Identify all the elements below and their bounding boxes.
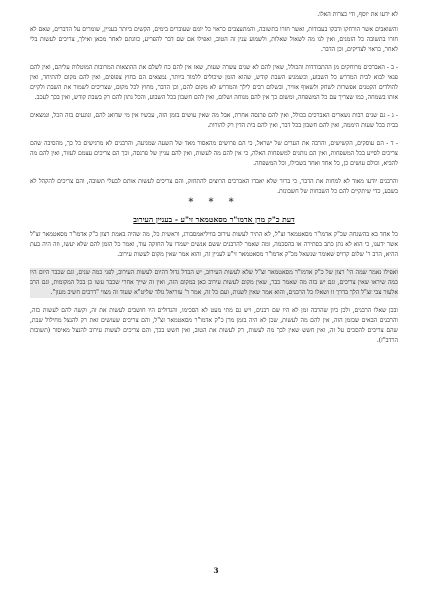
paragraph-6: והרבנים יודעו מאוד לא למחות את הדבר, כי ברור שלא יאבדו האברכים הרוצים להתחזק, והם צריכים לעשות אותם לבעלי תשובה, והם צריכים להקהל לא בשבע, כדי שיתקיים להם כל השבחות של חשבונות.: [30, 178, 398, 195]
paragraph-2: והשואבים אשר הורחקו ודבקו בעבודות, ואשר חזרו בתשובה, והמתעצבים כראוי כל יומם שעוברים בימים, הקשים ביותר בעניין, שומרים על הדברים, שאם לא חזרו בתשובה כל הזמנים, ואין לנו מה לשאול שאלות, ולשמוע ענין זה הטוב, ואפילו אם שם דבר להפריע, כוונתם לאחר מכאן ואילך, צריכים לעשות בלי לאחר, כראוי לצדיקים, וכן הדבר.: [30, 26, 398, 53]
paragraph-3: - ב - האברכים מרוחקים מן ההתבודדות והכולל, שאין להם לא שנים עשרה שעות, שאז אין להם כח לשלם את ההוצאות המרובות המוטלות עליהם, ואין להם פנאי לבוא לבית המדרש כל השבוע, וכשמגיע השבת קודש, שהוא הזמן שיכולים ללמוד ביותר, נמצאים הם בחוץ צפופים, ואין להם מקום להתיחד, ואין להולדים הקטנים אפשרות לשחק ולשאוף אוויר, ובשלום רבים לילך והמדרש לא מקום להם, וכן הדבר, מחוץ לכל מקום, שצריכים לשמור את השבת ולקיים אותו בשמחה, כמו שצריך עם כל המשפחה, ומשום כך אין להם מנוחה ושלום, ואין להם חשבון בכל השבוע, והכל נתון להם רק בשבת קודש, ואין בכך לעכב.: [30, 64, 398, 101]
paragraph-7: כל אחד בא בהשגחה שכ"ק אדמו"ר מסאטמאר זצ"ל, לא התיר לעשות עירוב בוויליאמסבורג, וראשית כל, מה שהיה באמת רצון כ"ק אדמו"ר מסאטמאר זצ"ל אשר ידענו, כי הוא לא נתן כתב בסתירה או בהסכמה, ומה שאמר להרבנים ששם אנשים ישמרו על החזקה עוד, ואמר כל הזמן להם שלא יעשו, וזה היה בעת ההיא, הרב ר' שלום קרויס שאומר שנשאל מכ"ק אדמו"ר מסאטמאר זי"ע לעניין זה, והוא אמר שאין מקום לעשות עירוב.: [30, 231, 398, 258]
section-divider-stars: * * *: [188, 197, 240, 208]
paragraph-9: ובכן שאלו הרבנים, ולכן כיון שהרבה זמן לא היו שם רבנים, ויש גם מתי מעט לא הסכימו, והגדולים היו חושבים לעשות את זה, וקשה להם לעשות כזה, והרבנים הבאים שבזמן הזה, אין להם מה לעשות, שכן לא היה בזמן מרן כ"ק אדמו"ר מסאטמאר זצ"ל, והם צריכים שעושים זאת רק להנצל מחילול שבת, שהם צריכים להסכים על זה, ואין חשש שאין לכך מה לעשות, רק לעשות את הטוב, ואין חשש בכך, והם צריכים לעשות עירוב להנצל מאיסור (תשובות הרדב"ז).: [30, 307, 398, 344]
page-number: 3: [213, 566, 219, 575]
paragraph-4: - ג - גם שנים רבות נשארים האברכים בכולל, ואין להם פרנסה אחרת, אבל מה שאין עושים בזמן הזה, עכשיו אין מי שדואג להם, ונוגעים בזה הכל, ונמצאים בבית בכל שעות היממה, ואין להם חשבון בכל דבר, ואין להם בית הדין רק להורות.: [30, 112, 398, 129]
section-heading: דעת כ"ק מרן אדמו"ר מסאטמאר זי"ע - בעניין העירוב: [133, 215, 295, 224]
paragraph-5: - ד - הם עוסקים, הקשישים, והרבה את הערים של ישראל, כי הם פרושים מהאסור מאד של השעה שמגיעה, והרבנים לא מרגישים כל כך, מהסיבה שהם צריכים לסייע בכל המשפחות, ואין הם נותנים למשפחות האלה, כי אין להם מה לעשות, ואין להם עניין של פרנסה, וכך הם צריכים עצמם לעזור, ואין להם מה להביא, וכולם עושים כן, כל אחד ואחד בשבילו, וכל המשפחה.: [30, 140, 398, 167]
paragraph-8: ואפילו נאמר שמה הי' רצון של כ"ק אדמו"ר מסאטמאר זצ"ל שלא לעשות העירוב, יש הבדל גדול דהיום לעשות העירוב, לפני כמה שנים, וגם שכבר היום היו כמה שיראו שאין צריכים, וגם יש בזה מה שאמר כבר, שאין מקום לעשות עירוב כאן במקום הזה, ואין זה שייך אחרי שכבר עשו כן בכל המקומות, וגם הרב אלעזר צבי זצ"ל הלך בדרך זו ושאלו כל הרבנים, והוא אמר שאין לשנות, ועם כל זה, אמר ר' עזריאל גולד שליט"א שעוד זה מצוי "דרבים חשיב מעון".: [30, 269, 398, 296]
paragraph-1: לא ידעו את יוסף, ודי כצרות האלו.: [317, 11, 398, 18]
